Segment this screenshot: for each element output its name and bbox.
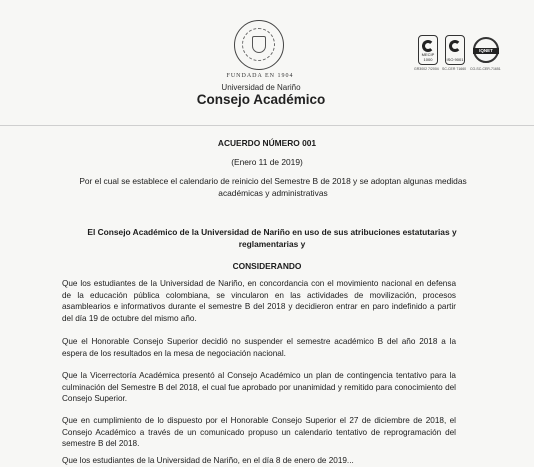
paragraph-1: Que los estudiantes de la Universidad de Nariño, en concordancia con el movimiento nacional en defensa de la educación pública colombiana, se vincularon en las actividades de movilización, procesos asamblearios e informativos durante el semestre B del 2018 y decidieron entrar en paro indefinido a partir del día 19 de octubre del mismo año.	[62, 279, 456, 323]
iqnet-cert-icon	[473, 37, 499, 63]
founded-text: FUNDADA EN 1904	[226, 73, 294, 79]
council-name: Consejo Académico	[196, 92, 326, 107]
mecip-cert-caption: GR3002 7/2004	[414, 67, 439, 71]
agreement-date: (Enero 11 de 2019)	[231, 157, 303, 167]
paragraph-3: Que la Vicerrectoría Académica presentó al Consejo Académico un plan de contingencia tentativo para la culminación del Semestre B del 2018, el cual fue aprobado por unanimidad y remitido para conocimiento del Consejo Superior.	[62, 371, 456, 403]
council-statement: El Consejo Académico de la Universidad de Nariño en uso de sus atribuciones estatutarias y reglamentarias y	[87, 227, 457, 249]
paragraph-5-cut: Que los estudiantes de la Universidad de Nariño, en el día 8 de enero de 2019...	[62, 456, 354, 465]
university-name: Universidad de Nariño	[221, 83, 301, 92]
iqnet-cert-caption: CO-SC-CER-71651	[470, 67, 501, 71]
header-divider	[0, 125, 534, 126]
university-seal	[234, 20, 284, 70]
agreement-purpose: Por el cual se establece el calendario de reinicio del Semestre B de 2018 y se adoptan algunas medidas académicas y administrativas	[79, 176, 467, 198]
mecip-cert-icon	[418, 35, 438, 65]
iso-cert-code: ISO 9001	[446, 57, 464, 62]
considering-heading: CONSIDERANDO	[232, 261, 302, 271]
agreement-title: ACUERDO NÚMERO 001	[217, 138, 317, 148]
mecip-cert-code: MECIP 1000	[421, 52, 435, 62]
iqnet-cert-code: IQNET	[479, 48, 493, 53]
iso-cert-caption: SC-CER 71660	[442, 67, 467, 71]
paragraph-4: Que en cumplimiento de lo dispuesto por el Honorable Consejo Superior el 27 de diciembre de 2018, el Consejo Académico a través de un comunicado propuso un calendario tentativo de reprogramación del semestre B del 2018.	[62, 416, 456, 448]
paragraph-2: Que el Honorable Consejo Superior decidió no suspender el semestre académico B del año 2018 a la espera de los resultados en la mesa de negociación nacional.	[62, 337, 456, 358]
iso-cert-icon	[445, 35, 465, 65]
